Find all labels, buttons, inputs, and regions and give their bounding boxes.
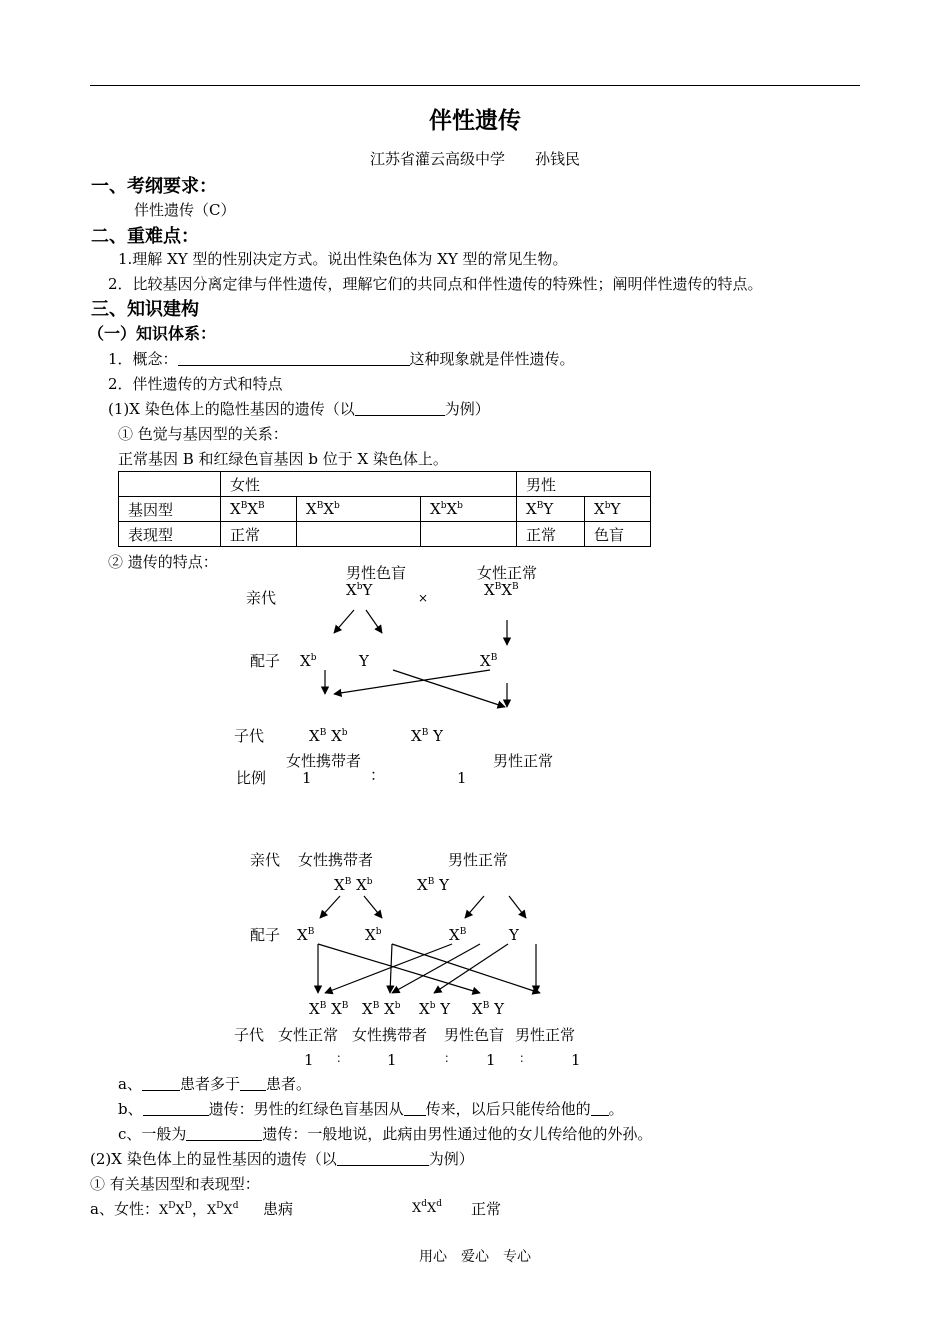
cross1-gamete-label: 配子 <box>250 652 281 670</box>
cross2-parent-label: 亲代 <box>250 851 281 869</box>
author-line: 江苏省灌云高级中学 孙钱民 <box>369 150 580 168</box>
cross2-offspring-3-genotype: $X^b$ Y <box>419 1000 451 1018</box>
cross1-offspring-1-genotype: $X^B$ $X^b$ <box>309 727 348 745</box>
page-title: 伴性遗传 <box>429 108 521 134</box>
recessive-prefix: (1)X 染色体上的隐性基因的遗传（以 <box>108 400 355 418</box>
cross2-ratio-colon: ： <box>519 1051 532 1065</box>
cross-symbol: × <box>418 591 429 605</box>
cross2-male-genotype: $X^B$ Y <box>417 876 449 894</box>
cross2-gamete-1: $X^B$ <box>297 926 315 944</box>
feature-b-blank-3[interactable] <box>591 1102 609 1116</box>
phenotype-cell: 色盲 <box>585 522 651 547</box>
cross2-ratio-2: 1 <box>387 1051 397 1069</box>
section-1-item: 伴性遗传（C） <box>134 201 236 219</box>
cross2-offspring-1-genotype: $X^B$ $X^B$ <box>309 1000 349 1018</box>
genotype-cell: $X^bY$ <box>585 497 651 522</box>
cross2-ratio-4: 1 <box>571 1051 581 1069</box>
recessive-suffix: 为例） <box>444 400 490 418</box>
feature-c-blank[interactable] <box>186 1127 262 1141</box>
genotype-cell: $X^BX^b$ <box>297 497 421 522</box>
arrow <box>320 896 340 918</box>
cross2-offspring-4-genotype: $X^B$ Y <box>472 1000 504 1018</box>
female-header: 女性 <box>221 472 517 497</box>
cross1-male-genotype: $X^bY$ <box>346 581 373 599</box>
phenotype-cell: 正常 <box>221 522 297 547</box>
cross1-female-genotype: $X^BX^B$ <box>484 581 519 599</box>
cross2-female-phenotype: 女性携带者 <box>298 851 374 869</box>
phenotype-row-label: 表现型 <box>119 522 221 547</box>
cross2-offspring-2-phenotype: 女性携带者 <box>352 1026 428 1044</box>
cross1-gamete-xb: $X^b$ <box>300 652 317 670</box>
arrow <box>334 610 354 633</box>
feature-b-blank-1[interactable] <box>143 1102 209 1116</box>
ways-line: 2．伴性遗传的方式和特点 <box>108 375 283 393</box>
cross2-ratio-colon: ： <box>336 1051 349 1065</box>
phenotype-cell: 正常 <box>517 522 585 547</box>
cross2-offspring-3-phenotype: 男性色盲 <box>444 1026 505 1044</box>
cross2-gamete-2: $X^b$ <box>365 926 382 944</box>
feature-c: c、一般为 遗传：一般地说，此病由男性通过他的女儿传给他的外孙。 <box>118 1125 653 1143</box>
arrow <box>390 944 392 993</box>
feature-b: b、 遗传：男性的红绿色盲基因从 传来，以后只能传给他的 。 <box>118 1100 624 1118</box>
feature-a-blank-1[interactable] <box>142 1077 180 1091</box>
cross1-female-phenotype: 女性正常 <box>477 564 538 582</box>
section-3-heading: 三、知识建构 <box>91 299 199 320</box>
cross1-gamete-y: Y <box>359 652 369 670</box>
arrow <box>364 896 382 918</box>
section-2-item-1: 1.理解 XY 型的性别决定方式。说出性染色体为 XY 型的常见生物。 <box>118 250 568 268</box>
genotype-cell: $X^BY$ <box>517 497 585 522</box>
cross2-ratio-1: 1 <box>304 1051 314 1069</box>
cross1-offspring-label: 子代 <box>234 727 265 745</box>
cross1-ratio-a: 1 <box>302 769 312 787</box>
cross1-ratio-label: 比例 <box>236 769 267 787</box>
cross2-offspring-2-genotype: $X^B$ $X^b$ <box>362 1000 401 1018</box>
dominant-blank[interactable] <box>337 1152 429 1166</box>
section-1-heading: 一、考纲要求： <box>91 176 217 197</box>
arrow <box>366 610 382 633</box>
cross2-gamete-4: Y <box>509 926 519 944</box>
subsection-heading: （一）知识体系： <box>88 324 217 343</box>
cross1-gamete-XB: $X^B$ <box>480 652 498 670</box>
cross2-offspring-4-phenotype: 男性正常 <box>515 1026 576 1044</box>
cross1-male-phenotype: 男性色盲 <box>346 564 407 582</box>
dominant-heading: (2)X 染色体上的显性基因的遗传（以 为例） <box>90 1150 474 1168</box>
cross2-ratio-colon: ： <box>444 1051 457 1065</box>
concept-tail: 这种现象就是伴性遗传。 <box>409 350 575 368</box>
feature-a: a、 患者多于 患者。 <box>118 1075 311 1093</box>
feature-b-blank-2[interactable] <box>404 1102 426 1116</box>
cross2-gamete-label: 配子 <box>250 926 281 944</box>
cross2-gamete-3: $X^B$ <box>449 926 467 944</box>
arrow <box>334 670 490 694</box>
section-2-heading: 二、重难点： <box>91 226 199 247</box>
concept-label: 1．概念： <box>108 350 178 368</box>
cross2-male-phenotype: 男性正常 <box>448 851 509 869</box>
cross1-offspring-2-genotype: $X^B$ Y <box>411 727 443 745</box>
color-vision-heading: ① 色觉与基因型的关系： <box>118 425 288 443</box>
genotype-row-label: 基因型 <box>119 497 221 522</box>
dominant-normal-genotype: $X^dX^d$ <box>412 1199 443 1216</box>
gene-location-line: 正常基因 B 和红绿色盲基因 b 位于 X 染色体上。 <box>118 450 448 468</box>
genotype-cell: $X^BX^B$ <box>221 497 297 522</box>
cross1-offspring-1-phenotype: 女性携带者 <box>286 752 362 770</box>
cross2-female-genotype: $X^B$ $X^b$ <box>334 876 373 894</box>
cross1-ratio-colon: ： <box>370 766 386 784</box>
cross2-offspring-label: 子代 <box>234 1026 265 1044</box>
inheritance-features-heading: ② 遗传的特点： <box>108 553 218 571</box>
arrow <box>393 670 505 707</box>
genotype-cell: $X^bX^b$ <box>421 497 517 522</box>
dominant-normal: 正常 <box>471 1200 502 1218</box>
arrow <box>434 944 508 993</box>
arrow <box>318 944 480 993</box>
cross1-parent-label: 亲代 <box>246 589 277 607</box>
cross2-ratio-3: 1 <box>486 1051 496 1069</box>
arrow <box>465 896 484 918</box>
dominant-subheading: ① 有关基因型和表现型： <box>90 1175 260 1193</box>
feature-a-blank-2[interactable] <box>240 1077 266 1091</box>
page-footer: 用心 爱心 专心 <box>419 1249 531 1265</box>
cross1-offspring-2-phenotype: 男性正常 <box>493 752 554 770</box>
cross2-offspring-1-phenotype: 女性正常 <box>278 1026 339 1044</box>
arrow <box>509 896 526 918</box>
cross1-ratio-b: 1 <box>457 769 467 787</box>
male-header: 男性 <box>517 472 651 497</box>
section-2-item-2: 2．比较基因分离定律与伴性遗传，理解它们的共同点和伴性遗传的特殊性；阐明伴性遗传的特点。 <box>108 275 763 293</box>
dominant-patient: 患病 <box>263 1200 294 1218</box>
dominant-female-line: a、女性：$X^DX^D$，$X^DX^d$ <box>90 1200 239 1218</box>
